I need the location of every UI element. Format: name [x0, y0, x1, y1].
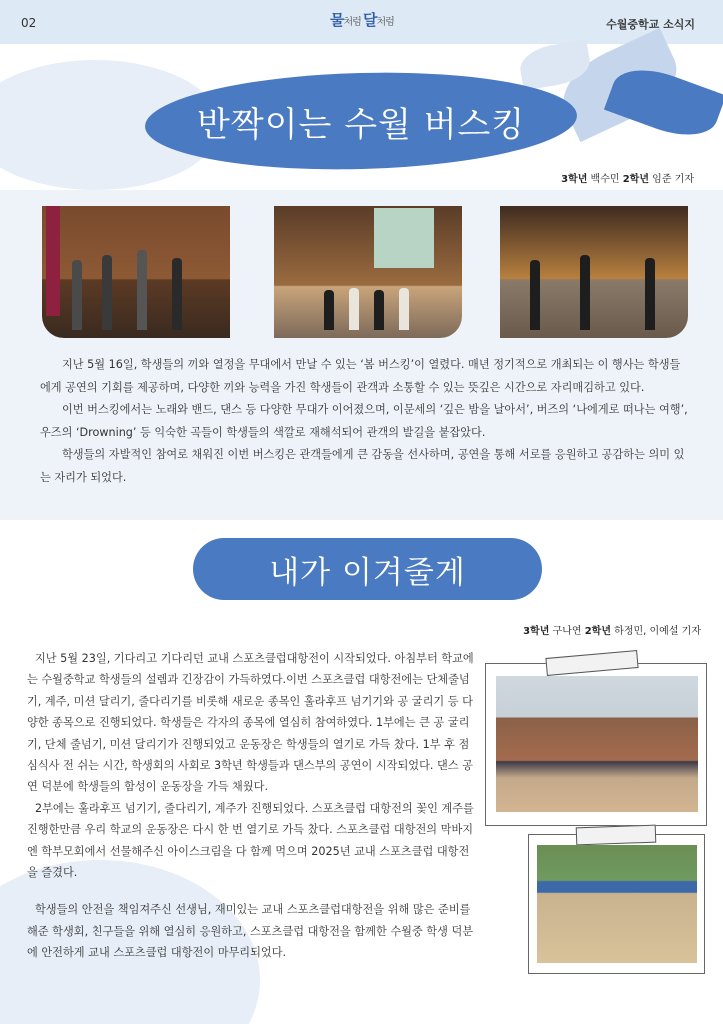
article-title: 내가 이겨줄게	[269, 554, 466, 591]
photo-detail	[172, 258, 182, 330]
photo-detail	[324, 290, 334, 330]
byline-grade: 3학년	[561, 174, 588, 185]
photo-detail	[102, 255, 112, 330]
byline-grade: 2학년	[584, 626, 611, 637]
busking-photo-dance	[274, 206, 462, 338]
masthead-part: 처럼	[376, 17, 394, 28]
busking-photo-band	[42, 206, 230, 338]
masthead-part: 달	[363, 11, 377, 29]
article-body	[27, 648, 479, 964]
byline-grade: 2학년	[622, 174, 649, 185]
photo-detail	[46, 206, 60, 316]
article-byline	[561, 170, 694, 185]
photo-detail	[645, 258, 655, 330]
article-title-banner	[144, 67, 578, 174]
article-paragraph: 학생들의 자발적인 참여로 채워진 이번 버스킹은 관객들에게 큰 감동을 선사하며, 공연을 통해 서로를 응원하고 공감하는 의미 있는 자리가 되었다.	[40, 448, 685, 484]
byline-name: 임준 기자	[649, 174, 694, 185]
article-title-banner	[193, 538, 542, 600]
masthead-logo	[330, 9, 394, 30]
article-paragraph: 지난 5월 16일, 학생들의 끼와 열정을 무대에서 만날 수 있는 ‘봄 버스킹’이 열렸다. 매년 정기적으로 개최되는 이 행사는 학생들에게 공연의 기회를 제공하며, 다양한 끼와 능력을 가진 학생들이 관객과 소통할 수 있는 뜻깊은 시간으로 자리매김하고 있다.	[40, 358, 681, 394]
photo-detail	[137, 250, 147, 330]
photo-detail	[72, 260, 82, 330]
masthead-part: 처럼	[343, 17, 363, 28]
byline-name: 구나연	[549, 626, 585, 637]
photo-detail	[399, 288, 409, 330]
article-body	[40, 354, 688, 489]
photo-detail	[374, 208, 434, 268]
paragraph-gap	[27, 883, 479, 899]
byline-name: 백수민	[587, 174, 623, 185]
photo-detail	[530, 260, 540, 330]
article-paragraph: 이번 버스킹에서는 노래와 밴드, 댄스 등 다양한 무대가 이어졌으며, 이문세의 ‘깊은 밤을 날아서’, 버즈의 ‘나에게로 떠나는 여행’, 우즈의 ‘Drowning’ 등 익숙한 곡들이 학생들의 색깔로 재해석되어 관객의 발길을 붙잡았다.	[40, 403, 688, 439]
sports-photo-students	[528, 834, 705, 974]
newsletter-name: 수월중학교 소식지	[606, 18, 695, 31]
photo-image	[496, 676, 698, 812]
busking-photo-singers	[500, 206, 688, 338]
page-number: 02	[21, 16, 37, 30]
photo-image	[537, 845, 697, 963]
page-header	[0, 0, 723, 44]
photo-detail	[374, 290, 384, 330]
decorative-tape	[576, 825, 657, 846]
photo-detail	[349, 288, 359, 330]
article-byline	[523, 622, 701, 637]
masthead-part: 물	[330, 11, 344, 29]
byline-grade: 3학년	[523, 626, 550, 637]
photo-detail	[580, 255, 590, 330]
article-paragraph: 2부에는 훌라후프 넘기기, 줄다리기, 계주가 진행되었다. 스포츠클럽 대항전의 꽃인 계주를 진행한만큼 우리 학교의 운동장은 다시 한 번 열기로 가득 찼다. 스포츠클럽 대항전의 막바지엔 학부모회에서 선물해주신 아이스크림을 다 함께 먹으며 2025년 교내 스포츠클럽 대항전을 즐겼다.	[27, 801, 474, 880]
article-title: 반짝이는 수월 버스킹	[196, 104, 526, 145]
article-paragraph: 지난 5월 23일, 기다리고 기다리던 교내 스포츠클럽대항전이 시작되었다. 아침부터 학교에는 수월중학교 학생들의 설렘과 긴장감이 가득하였다.이번 스포츠클럽 대항전에는 단체줄넘기, 계주, 미션 달리기, 줄다리기를 비롯해 새로운 종목인 훌라후프 넘기기와 공 굴리기 등 다양한 종목으로 진행되었다. 학생들은 각자의 종목에 열심히 참여하였다. 1부에는 큰 공 굴리기, 단체 줄넘기, 미션 달리기가 진행되었고 운동장은 학생들의 열기로 가득 찼다. 1부 후 점심식사 전 쉬는 시간, 학생회의 사회로 3학년 학생들과 댄스부의 공연이 시작되었다. 댄스 공연 덕분에 학생들의 함성이 운동장을 가득 채웠다.	[27, 652, 474, 794]
sports-photo-field	[485, 663, 707, 826]
article-paragraph: 학생들의 안전을 책임져주신 선생님, 재미있는 교내 스포츠클럽대항전을 위해 많은 준비를 해준 학생회, 친구들을 위해 열심히 응원하고, 스포츠클럽 대항전을 함께한 수월중 학생 덕분에 안전하게 교내 스포츠클럽 대항전이 마무리되었다.	[27, 903, 474, 960]
byline-name: 하정민, 이예설 기자	[611, 626, 701, 637]
